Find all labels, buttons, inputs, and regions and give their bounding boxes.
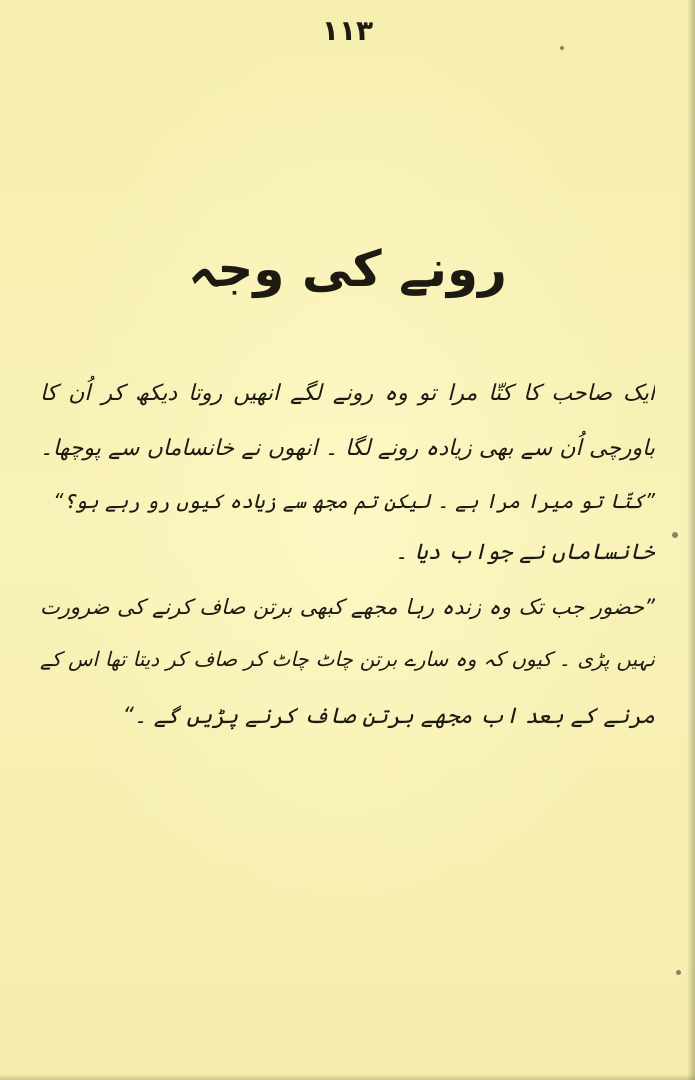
story-line-4: خانساماں نے جواب دیا ۔ <box>394 540 655 565</box>
story-line-1: ایک صاحب کا کتّا مرا تو وہ رونے لگے انھیں روتا دیکھ کر اُن کا <box>40 381 655 406</box>
story-line-5: ”حضور جب تک وہ زندہ رہا مجھے کبھی برتن صاف کرنے کی ضرورت <box>40 595 655 619</box>
story-line-2: باورچی اُن سے بھی زیادہ رونے لگا ۔ انھوں نے خانساماں سے پوچھا۔ <box>40 436 655 461</box>
story-body <box>40 368 655 743</box>
page-edge-shadow <box>687 0 695 1080</box>
story-line-3: ”کتّا تو میرا مرا ہے ۔ لیکن تم مجھ سے زیادہ کیوں رو رہے ہو؟“ <box>53 489 655 513</box>
paper-speck <box>676 970 681 975</box>
page-number: ۱۱۳ <box>321 14 374 47</box>
story-title: رونے کی وجہ <box>188 240 507 298</box>
story-line-6: نہیں پڑی ۔ کیوں کہ وہ سارے برتن چاٹ چاٹ کر صاف کر دیتا تھا اس کے <box>40 647 655 671</box>
story-line-7: مرنے کے بعد اب مجھے برتن صاف کرنے پڑیں گے ۔“ <box>122 704 655 729</box>
paper-speck <box>560 46 564 50</box>
page-bottom-shadow <box>0 1074 695 1080</box>
paper-speck <box>672 532 678 538</box>
